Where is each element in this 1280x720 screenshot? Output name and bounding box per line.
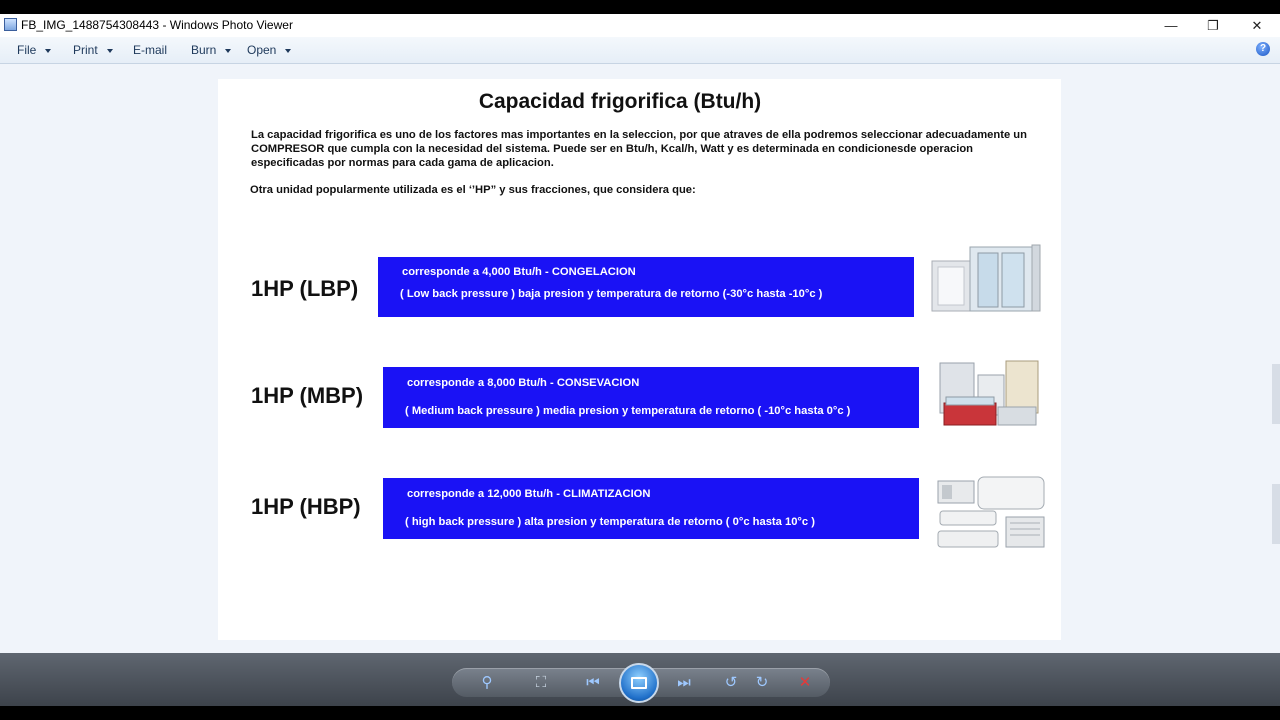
refrigerated-display-cases-icon xyxy=(938,357,1042,431)
next-icon[interactable]: ⏭ xyxy=(677,674,691,691)
hp-label-hbp: 1HP (HBP) xyxy=(251,494,361,519)
hp-label-mbp: 1HP (MBP) xyxy=(251,383,364,408)
neighbor-image-fragment xyxy=(1272,364,1280,424)
rotate-clockwise-icon[interactable]: ↻ xyxy=(755,674,769,691)
intro-paragraph: La capacidad frigorifica es uno de los factores mas importantes en la seleccion, por que atraves de ella podremos seleccionar adecuadamente un COMPRESOR que cumpla con la necesidad del sistema. Puede ser en Btu/h, Kcal/h, Watt y es determinada en condicionesde operacion especificadas por normas para cada gama de aplicacion. xyxy=(251,129,1027,170)
info-box-line1: corresponde a 4,000 Btu/h - CONGELACION xyxy=(402,266,636,278)
cold-room-freezer-icon xyxy=(930,239,1042,315)
info-box-line2: ( Medium back pressure ) media presion y temperatura de retorno ( -10°c hasta 0°c ) xyxy=(405,405,851,417)
document-title: Capacidad frigorifica (Btu/h) xyxy=(478,90,762,113)
minimize-button[interactable]: — xyxy=(1164,18,1178,33)
info-box-line1: corresponde a 8,000 Btu/h - CONSEVACION xyxy=(407,377,640,389)
chevron-down-icon xyxy=(285,49,291,53)
open-menu-label: Open xyxy=(247,43,277,57)
neighbor-image-fragment xyxy=(1272,484,1280,544)
other-unit-text: Otra unidad popularmente utilizada es el ‘’HP” y sus fracciones, que considera que: xyxy=(250,184,696,196)
menu-bar xyxy=(0,37,1280,64)
burn-menu-label: Burn xyxy=(191,43,217,57)
chevron-down-icon xyxy=(107,49,113,53)
slideshow-icon xyxy=(631,677,647,689)
slideshow-button[interactable] xyxy=(619,663,659,703)
taskbar-edge xyxy=(0,706,1280,720)
info-box-lbp xyxy=(378,257,914,317)
actual-size-icon[interactable]: ⛶ xyxy=(535,674,547,691)
file-menu[interactable] xyxy=(17,43,51,57)
file-menu-label: File xyxy=(17,43,37,57)
zoom-icon[interactable]: ⚲ xyxy=(481,674,493,691)
close-button[interactable]: ✕ xyxy=(1251,18,1263,33)
restore-button[interactable]: ❐ xyxy=(1207,18,1219,33)
info-box-line2: ( high back pressure ) alta presion y temperatura de retorno ( 0°c hasta 10°c ) xyxy=(405,516,815,528)
window-title: FB_IMG_1488754308443 - Windows Photo Viewer xyxy=(21,18,293,32)
help-icon[interactable]: ? xyxy=(1256,42,1270,56)
previous-icon[interactable]: ⏮ xyxy=(586,674,600,691)
photo-viewer-icon xyxy=(4,18,17,31)
print-menu-label: Print xyxy=(73,43,98,57)
hp-label-lbp: 1HP (LBP) xyxy=(251,276,359,301)
burn-menu[interactable] xyxy=(191,43,231,57)
email-button[interactable]: E-mail xyxy=(133,43,168,57)
title-bar xyxy=(0,14,1280,37)
delete-icon[interactable]: ✕ xyxy=(798,674,812,691)
air-conditioners-icon xyxy=(936,475,1048,551)
displayed-image xyxy=(218,79,1061,640)
rotate-counterclockwise-icon[interactable]: ↺ xyxy=(724,674,738,691)
info-box-line2: ( Low back pressure ) baja presion y temperatura de retorno (-30°c hasta -10°c ) xyxy=(400,288,823,300)
open-menu[interactable] xyxy=(247,43,291,57)
info-box-hbp xyxy=(383,478,919,539)
control-bar xyxy=(0,653,1280,706)
chevron-down-icon xyxy=(45,49,51,53)
image-viewport xyxy=(0,64,1280,653)
info-box-line1: corresponde a 12,000 Btu/h - CLIMATIZACION xyxy=(407,488,651,500)
info-box-mbp xyxy=(383,367,919,428)
print-menu[interactable] xyxy=(73,43,113,57)
chevron-down-icon xyxy=(225,49,231,53)
